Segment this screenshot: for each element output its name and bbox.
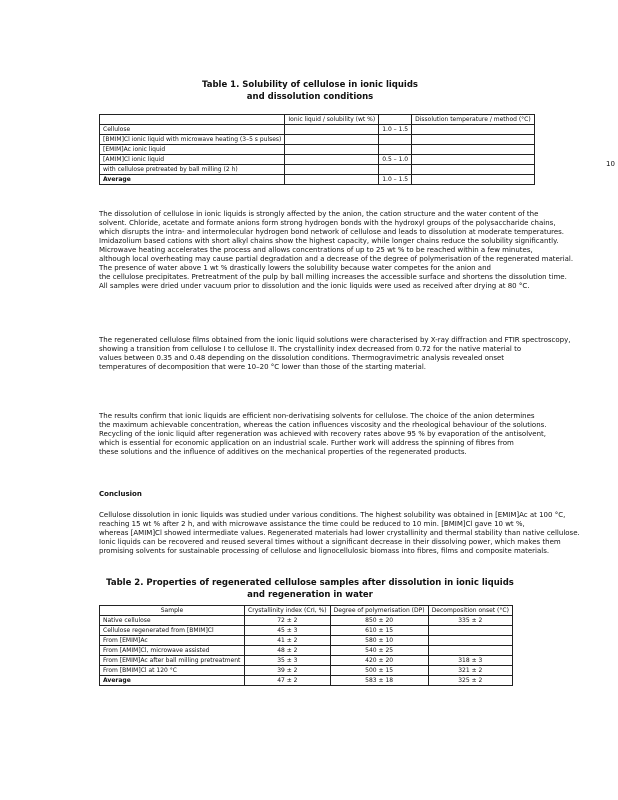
table-cell xyxy=(412,135,535,145)
table-header-cell: Dissolution temperature / method (°C) xyxy=(412,115,535,125)
table-row xyxy=(100,135,535,145)
table-cell xyxy=(285,155,379,165)
table-cell: From [BMIM]Cl at 120 °C xyxy=(100,666,245,676)
text-line: Microwave heating accelerates the process and allows concentrations of up to 25 wt % to be reached within a few minutes, xyxy=(99,246,533,254)
table-cell xyxy=(285,175,379,185)
table-cell xyxy=(412,175,535,185)
table-cell: 335 ± 2 xyxy=(428,616,512,626)
text-line: Cellulose dissolution in ionic liquids was studied under various conditions. The highest solubility was obtained in [EMIM]Ac at 100 °C, xyxy=(99,511,566,519)
text-line: Imidazolium based cations with short alkyl chains show the highest capacity, while longer chains reduce the solubility significantly. xyxy=(99,237,559,245)
text-line: All samples were dried under vacuum prior to dissolution and the ionic liquids were used as received after drying at 80 °C. xyxy=(99,282,530,290)
table-header-cell: Decomposition onset (°C) xyxy=(428,606,512,616)
text-line: which is essential for economic application on an industrial scale. Further work will address the spinning of fibres from xyxy=(99,439,514,447)
table-cell: Cellulose xyxy=(100,125,285,135)
text-line: The results confirm that ionic liquids are efficient non-derivatising solvents for cellulose. The choice of the anion determines xyxy=(99,412,535,420)
table-cell: 583 ± 18 xyxy=(330,676,428,686)
text-line: these solutions and the influence of additives on the mechanical properties of the regenerated products. xyxy=(99,448,467,456)
table-header-cell: Sample xyxy=(100,606,245,616)
text-line: values between 0.35 and 0.48 depending on the dissolution conditions. Thermogravimetric analysis revealed onset xyxy=(99,354,505,362)
text-line: whereas [AMIM]Cl showed intermediate values. Regenerated materials had lower crystallinity and thermal stability than native cellulose. xyxy=(99,529,580,537)
table-cell xyxy=(412,165,535,175)
table-cell: [BMIM]Cl ionic liquid with microwave heating (3–5 s pulses) xyxy=(100,135,285,145)
table-cell: From [EMIM]Ac after ball milling pretreatment xyxy=(100,656,245,666)
text-line: The dissolution of cellulose in ionic liquids is strongly affected by the anion, the cation structure and the water content of the xyxy=(99,210,539,218)
table-cell: 72 ± 2 xyxy=(245,616,331,626)
table-cell xyxy=(285,145,379,155)
table-header-row xyxy=(100,115,535,125)
text-line: Recycling of the ionic liquid after regeneration was achieved with recovery rates above 95 % by evaporation of the antisolvent, xyxy=(99,430,547,438)
table-cell: 0.5 – 1.0 xyxy=(379,155,412,165)
table-header-cell: Ionic liquid / solubility (wt %) xyxy=(285,115,379,125)
table-cell: 580 ± 10 xyxy=(330,636,428,646)
table-cell: 1.0 – 1.5 xyxy=(379,125,412,135)
stray-mark: 10 xyxy=(606,160,615,168)
table-row xyxy=(100,656,513,666)
table-cell xyxy=(379,145,412,155)
table-cell: 1.0 – 1.5 xyxy=(379,175,412,185)
table-cell: 420 ± 20 xyxy=(330,656,428,666)
text-line: Ionic liquids can be recovered and reused several times without a significant decrease in their dissolving power, which makes them xyxy=(99,538,561,546)
text-line: solvent. Chloride, acetate and formate anions form strong hydrogen bonds with the hydroxyl groups of the polysaccharide chains, xyxy=(99,219,556,227)
table-row xyxy=(100,636,513,646)
table-cell: 325 ± 2 xyxy=(428,676,512,686)
table-cell: 47 ± 2 xyxy=(245,676,331,686)
table-row xyxy=(100,616,513,626)
table-cell: 41 ± 2 xyxy=(245,636,331,646)
table-header-cell: Degree of polymerisation (DP) xyxy=(330,606,428,616)
table-row xyxy=(100,676,513,686)
text-line: although local overheating may cause partial degradation and a decrease of the degree of polymerisation of the regenerated material. xyxy=(99,255,574,263)
table-cell: [EMIM]Ac ionic liquid xyxy=(100,145,285,155)
table-row xyxy=(100,175,535,185)
table-cell xyxy=(412,145,535,155)
section-heading: Conclusion xyxy=(99,490,142,498)
table-header-cell xyxy=(100,115,285,125)
table-row xyxy=(100,165,535,175)
text-line: The presence of water above 1 wt % drastically lowers the solubility because water competes for the anion and xyxy=(99,264,491,272)
table-header-row xyxy=(100,606,513,616)
table-cell: From [EMIM]Ac xyxy=(100,636,245,646)
table-cell xyxy=(428,636,512,646)
table-cell xyxy=(285,125,379,135)
table2 xyxy=(99,605,513,686)
table-cell: 318 ± 3 xyxy=(428,656,512,666)
text-line: the cellulose precipitates. Pretreatment of the pulp by ball milling increases the accessible surface and shortens the dissolution time. xyxy=(99,273,567,281)
table-cell: [AMIM]Cl ionic liquid xyxy=(100,155,285,165)
table1-title-line2: and dissolution conditions xyxy=(246,92,374,102)
text-line: The regenerated cellulose films obtained from the ionic liquid solutions were characterised by X-ray diffraction and FTIR spectroscopy, xyxy=(99,336,571,344)
table-cell: 610 ± 15 xyxy=(330,626,428,636)
table-header-cell: Crystallinity index (CrI, %) xyxy=(245,606,331,616)
table-cell xyxy=(428,646,512,656)
table-row xyxy=(100,155,535,165)
table2-title-line2: and regeneration in water xyxy=(247,590,373,600)
table-cell: Cellulose regenerated from [BMIM]Cl xyxy=(100,626,245,636)
table-row xyxy=(100,646,513,656)
table-cell: 321 ± 2 xyxy=(428,666,512,676)
table-cell: Average xyxy=(100,676,245,686)
table-cell: Native cellulose xyxy=(100,616,245,626)
table-cell xyxy=(379,165,412,175)
table-cell xyxy=(285,135,379,145)
table-cell: 35 ± 3 xyxy=(245,656,331,666)
text-line: reaching 15 wt % after 2 h, and with microwave assistance the time could be reduced to 10 min. [BMIM]Cl gave 10 wt %, xyxy=(99,520,525,528)
text-line: which disrupts the intra- and intermolecular hydrogen bond network of cellulose and leads to dissolution at moderate temperatures. xyxy=(99,228,565,236)
table-cell: Average xyxy=(100,175,285,185)
table-header-cell xyxy=(379,115,412,125)
table1-title-line1: Table 1. Solubility of cellulose in ionic liquids xyxy=(202,80,418,90)
table-cell: 45 ± 3 xyxy=(245,626,331,636)
table-cell xyxy=(379,135,412,145)
table-row xyxy=(100,145,535,155)
table-cell: 850 ± 20 xyxy=(330,616,428,626)
table-cell: 48 ± 2 xyxy=(245,646,331,656)
table-row xyxy=(100,125,535,135)
table-cell: with cellulose pretreated by ball milling (2 h) xyxy=(100,165,285,175)
table-row xyxy=(100,666,513,676)
table-row xyxy=(100,626,513,636)
text-line: temperatures of decomposition that were 10–20 °C lower than those of the starting material. xyxy=(99,363,426,371)
table-cell: From [AMIM]Cl, microwave assisted xyxy=(100,646,245,656)
table-cell xyxy=(412,125,535,135)
table-cell: 500 ± 15 xyxy=(330,666,428,676)
table-cell xyxy=(412,155,535,165)
text-line: showing a transition from cellulose I to cellulose II. The crystallinity index decreased from 0.72 for the native material to xyxy=(99,345,522,353)
text-line: promising solvents for sustainable processing of cellulose and lignocellulosic biomass into fibres, films and composite materials. xyxy=(99,547,550,555)
table2-title-line1: Table 2. Properties of regenerated cellulose samples after dissolution in ionic liquids xyxy=(106,578,514,588)
table1 xyxy=(99,114,535,185)
table-cell xyxy=(285,165,379,175)
table-cell xyxy=(428,626,512,636)
table-cell: 540 ± 25 xyxy=(330,646,428,656)
table-cell: 39 ± 2 xyxy=(245,666,331,676)
text-line: the maximum achievable concentration, whereas the cation influences viscosity and the rheological behaviour of the solutions. xyxy=(99,421,547,429)
